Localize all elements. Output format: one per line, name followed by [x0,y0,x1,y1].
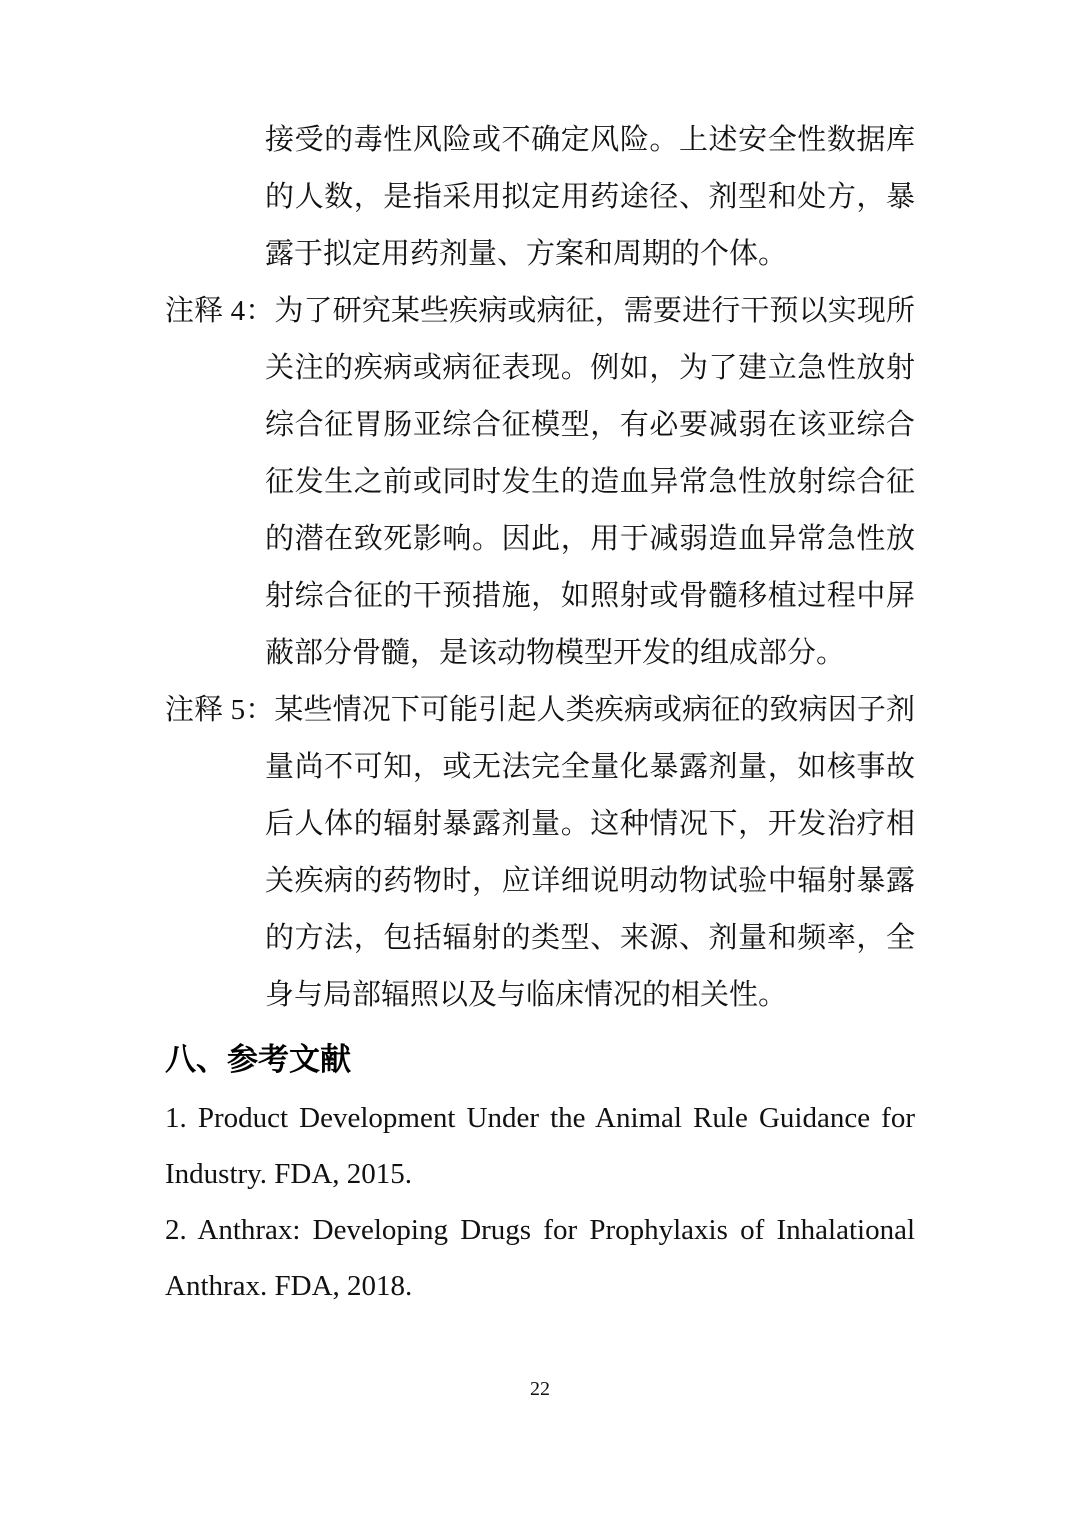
reference-item-2: 2. Anthrax: Developing Drugs for Prophylaxis of Inhalational Anthrax. FDA, 2018. [165,1214,915,1302]
note-3-continuation [165,112,915,283]
note-5-text: 某些情况下可能引起人类疾病或病征的致病因子剂量尚不可知，或无法完全量化暴露剂量，如核事故后人体的辐射暴露剂量。这种情况下，开发治疗相关疾病的药物时，应详细说明动物试验中辐射暴露的方法，包括辐射的类型、来源、剂量和频率，全身与局部辐照以及与临床情况的相关性。 [265,694,915,1011]
page-number: 22 [530,1378,550,1400]
reference-item-1: 1. Product Development Under the Animal Rule Guidance for Industry. FDA, 2015. [165,1102,915,1190]
note-5-label: 注释 5： [165,694,275,726]
references-section-heading: 八、参考文献 [165,1042,351,1077]
note-4 [165,283,915,682]
note-3-continuation-text: 接受的毒性风险或不确定风险。上述安全性数据库的人数，是指采用拟定用药途径、剂型和处方，暴露于拟定用药剂量、方案和周期的个体。 [265,124,915,270]
note-4-text: 为了研究某些疾病或病征，需要进行干预以实现所关注的疾病或病征表现。例如，为了建立急性放射综合征胃肠亚综合征模型，有必要减弱在该亚综合征发生之前或同时发生的造血异常急性放射综合征的潜在致死影响。因此，用于减弱造血异常急性放射综合征的干预措施，如照射或骨髓移植过程中屏蔽部分骨髓，是该动物模型开发的组成部分。 [265,295,915,669]
note-4-label: 注释 4： [165,295,275,327]
note-5 [165,682,915,1024]
